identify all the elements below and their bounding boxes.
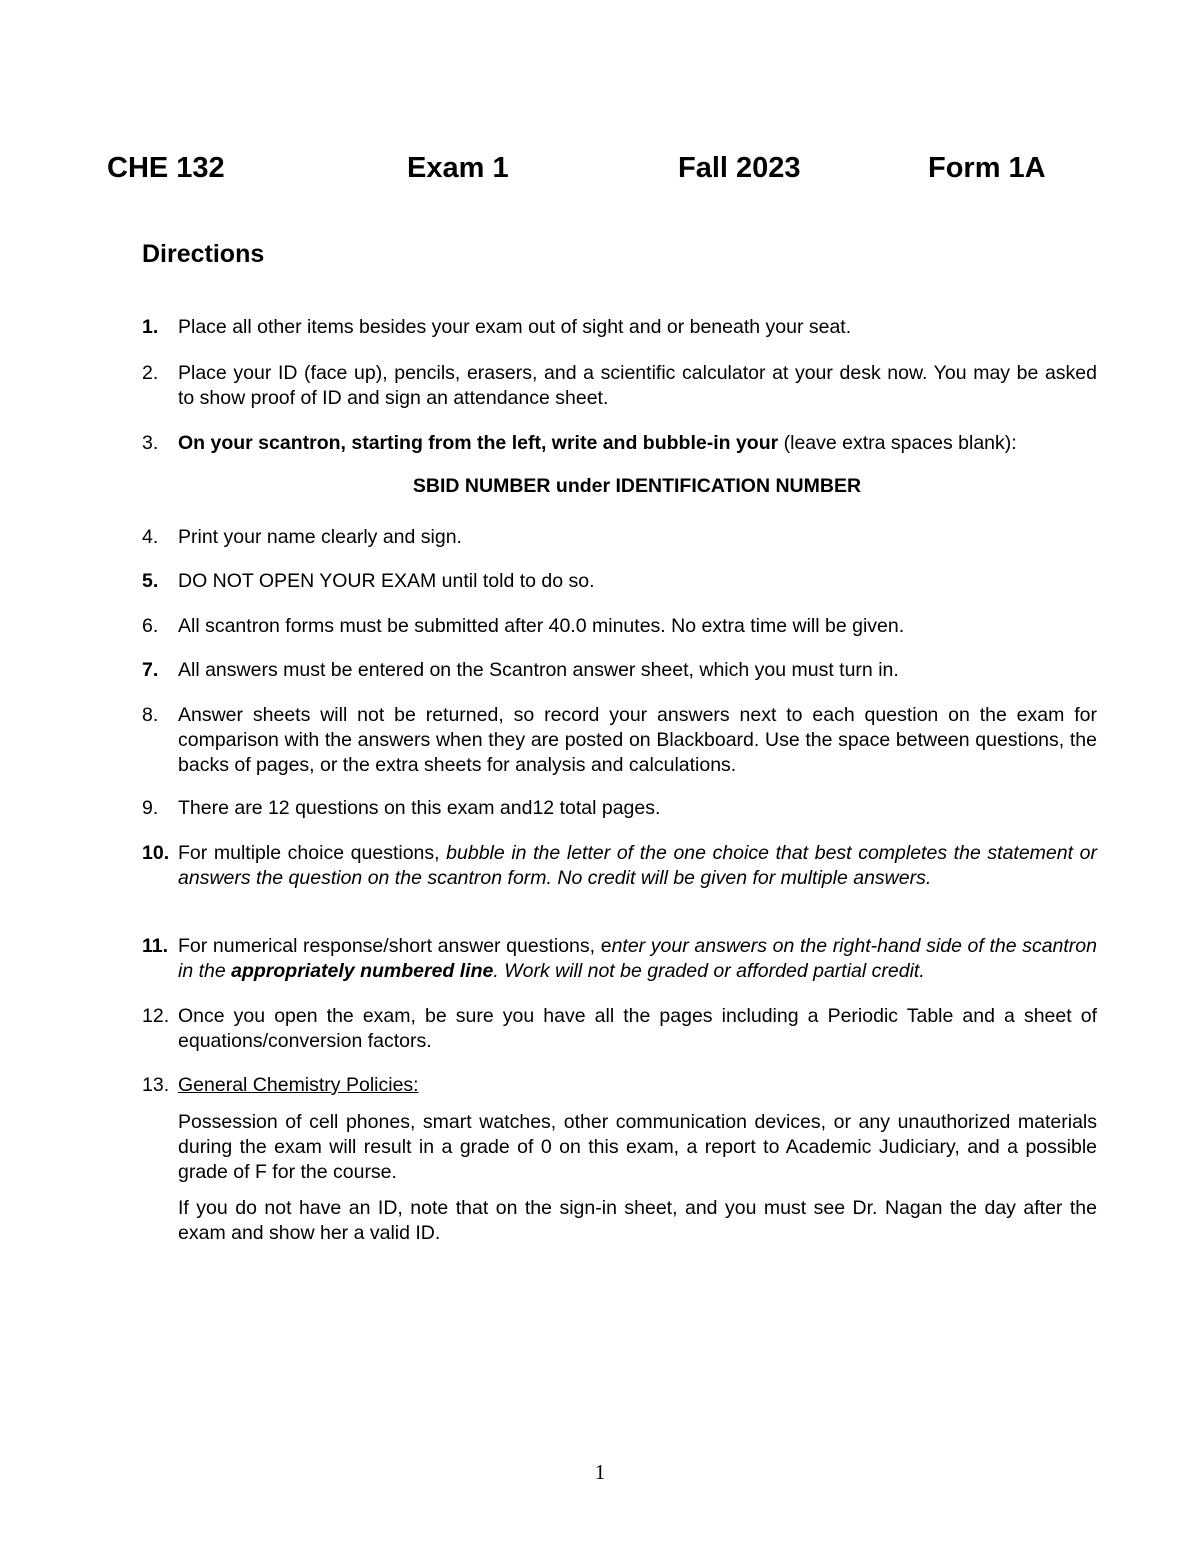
item-number: 8. <box>142 704 159 726</box>
item-number: 10. <box>142 842 170 864</box>
item-number: 7. <box>142 659 159 681</box>
item-text-bold: On your scantron, starting from the left, write and bubble-in your <box>178 432 779 454</box>
item-text-bold-italic: appropriately numbered line <box>231 960 494 982</box>
exam-term: Fall 2023 <box>678 152 801 184</box>
item-text: All answers must be entered on the Scantron answer sheet, which you must turn in. <box>178 659 899 681</box>
direction-item-12 <box>142 1004 1097 1054</box>
direction-item-7 <box>142 658 1097 683</box>
item-number: 5. <box>142 570 159 592</box>
direction-item-4 <box>142 525 1097 550</box>
item-text: All scantron forms must be submitted after 40.0 minutes. No extra time will be given. <box>178 615 905 637</box>
item-number: 9. <box>142 797 159 819</box>
direction-item-6 <box>142 614 1097 639</box>
item-number: 3. <box>142 432 159 454</box>
direction-item-13 <box>142 1073 1097 1098</box>
item-text-italic: bubble in the letter of the one choice that best completes the statement or answers the question on the scantron form. No credit will be given for multiple answers. <box>178 842 1097 889</box>
direction-item-10 <box>142 841 1097 891</box>
exam-number: Exam 1 <box>407 152 509 184</box>
direction-item-9 <box>142 796 1097 821</box>
item-text <box>178 934 1097 984</box>
sbid-instruction: SBID NUMBER under IDENTIFICATION NUMBER <box>412 475 862 497</box>
item-text: Place your ID (face up), pencils, erasers, and a scientific calculator at your desk now. You may be asked to show proof of ID and sign an attendance sheet. <box>178 362 1097 409</box>
item-text: Place all other items besides your exam out of sight and or beneath your seat. <box>178 316 852 338</box>
item-text-italic: nter your answers on the right-hand side of the scantron in the <box>178 935 1097 982</box>
policies-heading: General Chemistry Policies: <box>178 1074 419 1096</box>
policy-id: If you do not have an ID, note that on the sign-in sheet, and you must see Dr. Nagan the day after the exam and show her a valid ID. <box>178 1197 1097 1244</box>
direction-item-2 <box>142 361 1097 411</box>
item-number: 4. <box>142 526 159 548</box>
item-text: DO NOT OPEN YOUR EXAM until told to do so. <box>178 570 595 592</box>
item-text-rest: (leave extra spaces blank): <box>778 432 1017 454</box>
item-number: 12. <box>142 1005 170 1027</box>
exam-form: Form 1A <box>928 152 1046 184</box>
item-number: 2. <box>142 362 159 384</box>
exam-header <box>107 152 1097 196</box>
policy-devices: Possession of cell phones, smart watches, other communication devices, or any unauthorized materials during the exam will result in a grade of 0 on this exam, a report to Academic Judiciary, and a possible grade of F for the course. <box>178 1111 1097 1183</box>
item-number: 13. <box>142 1074 170 1096</box>
item-text <box>178 431 1097 456</box>
item-text-plain: For multiple choice questions, <box>178 842 447 864</box>
direction-item-3 <box>142 431 1097 456</box>
item-number: 1. <box>142 316 159 338</box>
item-text <box>178 841 1097 891</box>
item-text: Once you open the exam, be sure you have all the pages including a Periodic Table and a sheet of equations/conversion factors. <box>178 1005 1097 1052</box>
page-number: 1 <box>594 1460 606 1484</box>
direction-item-1 <box>142 315 1097 340</box>
directions-heading: Directions <box>142 240 265 268</box>
item-text: Answer sheets will not be returned, so record your answers next to each question on the exam for comparison with the answers when they are posted on Blackboard. Use the space between questions, the backs of pages, or the extra sheets for analysis and calculations. <box>178 704 1097 776</box>
item-text-plain: For numerical response/short answer questions, e <box>178 935 612 957</box>
item-text: There are 12 questions on this exam and12 total pages. <box>178 797 661 819</box>
course-code: CHE 132 <box>107 152 225 184</box>
item-number: 6. <box>142 615 159 637</box>
direction-item-11 <box>142 934 1097 984</box>
item-text-italic-end: . Work will not be graded or afforded partial credit. <box>493 960 925 982</box>
direction-item-5 <box>142 569 1097 594</box>
direction-item-8 <box>142 703 1097 778</box>
item-text: Print your name clearly and sign. <box>178 526 462 548</box>
item-number: 11. <box>142 935 169 957</box>
